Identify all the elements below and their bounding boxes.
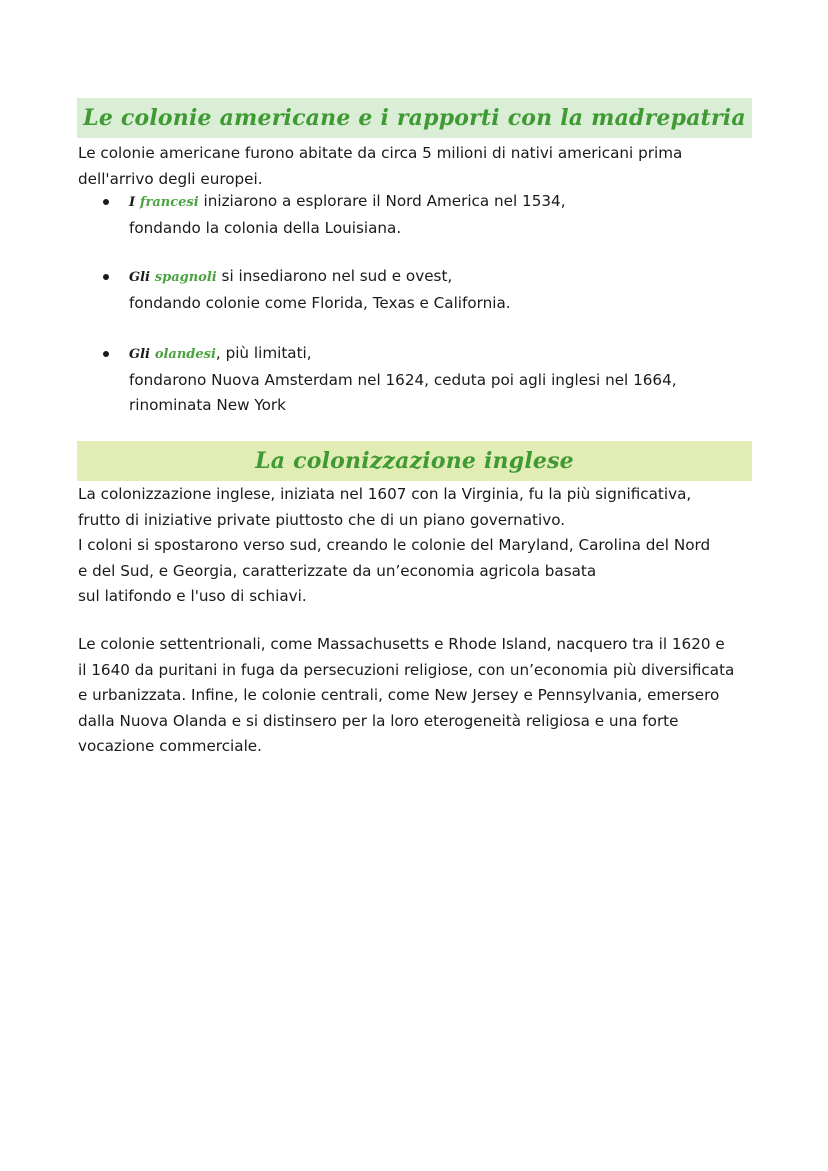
text-line: e del Sud, e Georgia, caratterizzate da un’economia agricola basata [78, 561, 597, 580]
intro-paragraph [78, 141, 682, 192]
bullet-continuation: fondando la colonia della Louisiana. [129, 218, 402, 237]
text-line: il 1640 da puritani in fuga da persecuzioni religiose, con un’economia più diversificata [78, 660, 735, 679]
section-heading-colonie-americane [77, 98, 752, 138]
section-title: Le colonie americane e i rapporti con la madrepatria [83, 105, 746, 131]
bullet-continuation: fondarono Nuova Amsterdam nel 1624, ceduta poi agli inglesi nel 1664, [129, 370, 677, 389]
bullet-continuation: rinominata New York [129, 396, 286, 414]
text-line: sul latifondo e l'uso di schiavi. [78, 587, 307, 605]
text-line: dalla Nuova Olanda e si distinsero per la loro eterogeneità religiosa e una forte [78, 711, 679, 730]
article-word: I [129, 195, 136, 210]
text-line: frutto di iniziative private piuttosto che di un piano governativo. [78, 510, 566, 529]
text-line: e urbanizzata. Infine, le colonie centrali, come New Jersey e Pennsylvania, emersero [78, 686, 720, 704]
text-line: I coloni si spostarono verso sud, creando le colonie del Maryland, Carolina del Nord [78, 536, 711, 554]
bullet-dot-icon [103, 351, 109, 357]
text-line: La colonizzazione inglese, iniziata nel 1607 con la Virginia, fu la più significativa, [78, 485, 692, 503]
nation-name: olandesi [154, 347, 216, 362]
text-line: Le colonie settentrionali, come Massachusetts e Rhode Island, nacquero tra il 1620 e [78, 635, 725, 653]
bullet-list-item [100, 341, 677, 419]
bullet-text: si insediarono nel sud e ovest, [216, 267, 453, 285]
body-paragraph-1 [78, 482, 710, 610]
bullet-list-item [100, 264, 511, 316]
text-line: vocazione commerciale. [78, 737, 262, 755]
bullet-dot-icon [103, 274, 109, 280]
article-word: Gli [129, 270, 150, 285]
nation-name: spagnoli [154, 270, 217, 285]
bullet-continuation: fondando colonie come Florida, Texas e California. [129, 293, 511, 312]
section-heading-colonizzazione-inglese [77, 441, 752, 481]
text-line: Le colonie americane furono abitate da circa 5 milioni di nativi americani prima [78, 144, 683, 162]
nation-name: francesi [139, 195, 199, 210]
bullet-text: iniziarono a esplorare il Nord America nel 1534, [198, 192, 566, 210]
bullet-list-item [100, 189, 566, 241]
section-title: La colonizzazione inglese [255, 448, 574, 474]
bullet-text: , più limitati, [215, 344, 312, 362]
text-line: dell'arrivo degli europei. [78, 169, 263, 188]
bullet-dot-icon [103, 199, 109, 205]
body-paragraph-2 [78, 632, 734, 760]
article-word: Gli [129, 347, 150, 362]
